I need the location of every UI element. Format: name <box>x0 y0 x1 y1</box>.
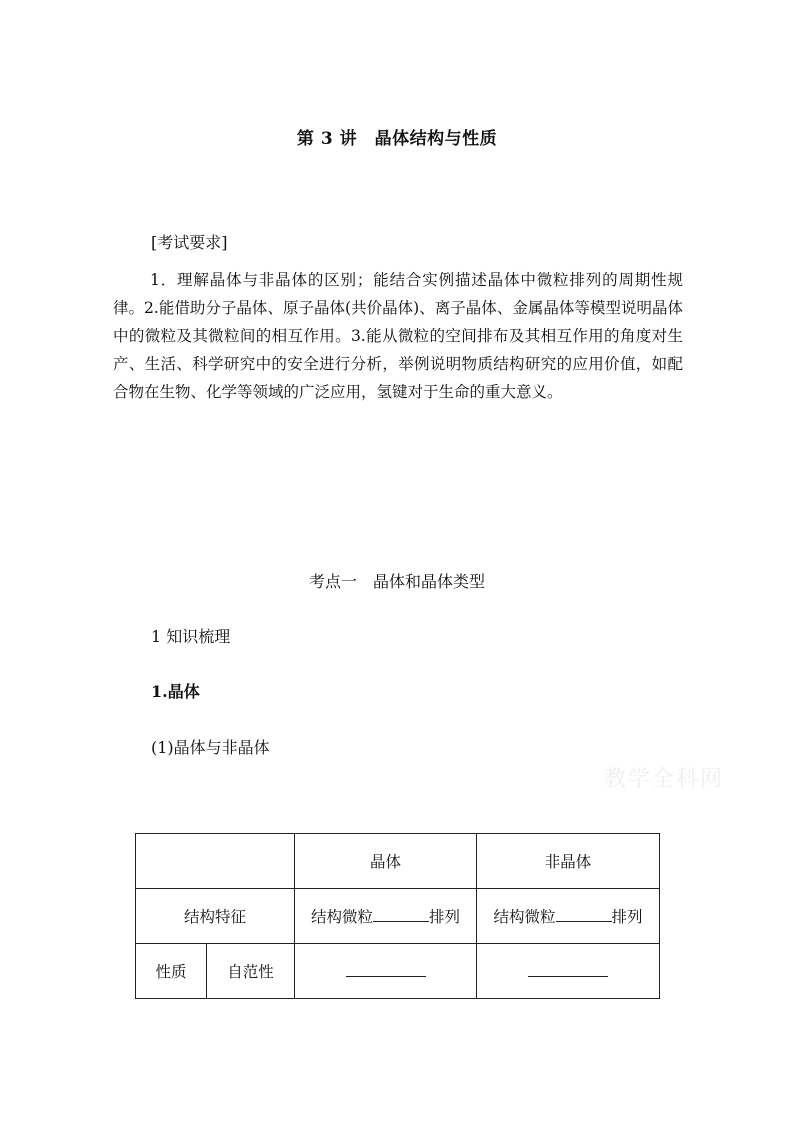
noncrystal-suffix: 排列 <box>611 908 643 926</box>
fill-blank[interactable] <box>556 907 612 922</box>
cell-noncrystal-self-shaping <box>477 944 660 999</box>
noncrystal-prefix: 结构微粒 <box>493 908 556 926</box>
fill-blank[interactable] <box>373 907 429 922</box>
page-title: 第 3 讲 晶体结构与性质 <box>296 129 498 149</box>
subsection-heading: 1.晶体 <box>151 682 200 701</box>
fill-blank[interactable] <box>528 962 608 977</box>
header-noncrystal: 非晶体 <box>477 834 660 889</box>
table-row <box>136 889 660 944</box>
cell-crystal-structure <box>295 889 477 944</box>
watermark: 教学全科网 <box>604 767 725 792</box>
table-header-row <box>136 834 660 889</box>
cell-crystal-self-shaping <box>295 944 477 999</box>
requirements-heading: [考试要求] <box>151 233 228 252</box>
fill-blank[interactable] <box>346 962 426 977</box>
crystal-suffix: 排列 <box>429 908 461 926</box>
crystal-comparison-table <box>135 833 660 999</box>
row-label-structure: 结构特征 <box>136 889 295 944</box>
subsubsection-heading: (1)晶体与非晶体 <box>151 738 270 757</box>
requirements-body: 1．理解晶体与非晶体的区别；能结合实例描述晶体中微粒排列的周期性规律。2.能借助分子晶体、原子晶体(共价晶体)、离子晶体、金属晶体等模型说明晶体中的微粒及其微粒间的相互作用。3.能从微粒的空间排布及其相互作用的角度对生产、生活、科学研究中的安全进行分析，举例说明物质结构研究的应用价值，如配合物在生物、化学等领域的广泛应用，氢键对于生命的重大意义。 <box>113 271 683 401</box>
table-row <box>136 944 660 999</box>
header-crystal: 晶体 <box>295 834 477 889</box>
section-heading: 1 知识梳理 <box>151 627 231 646</box>
header-empty-cell <box>136 834 295 889</box>
row-label-self-shaping: 自范性 <box>207 944 295 999</box>
topic-heading: 考点一 晶体和晶体类型 <box>308 572 485 591</box>
row-group-property: 性质 <box>136 944 207 999</box>
cell-noncrystal-structure <box>477 889 660 944</box>
crystal-prefix: 结构微粒 <box>310 908 373 926</box>
